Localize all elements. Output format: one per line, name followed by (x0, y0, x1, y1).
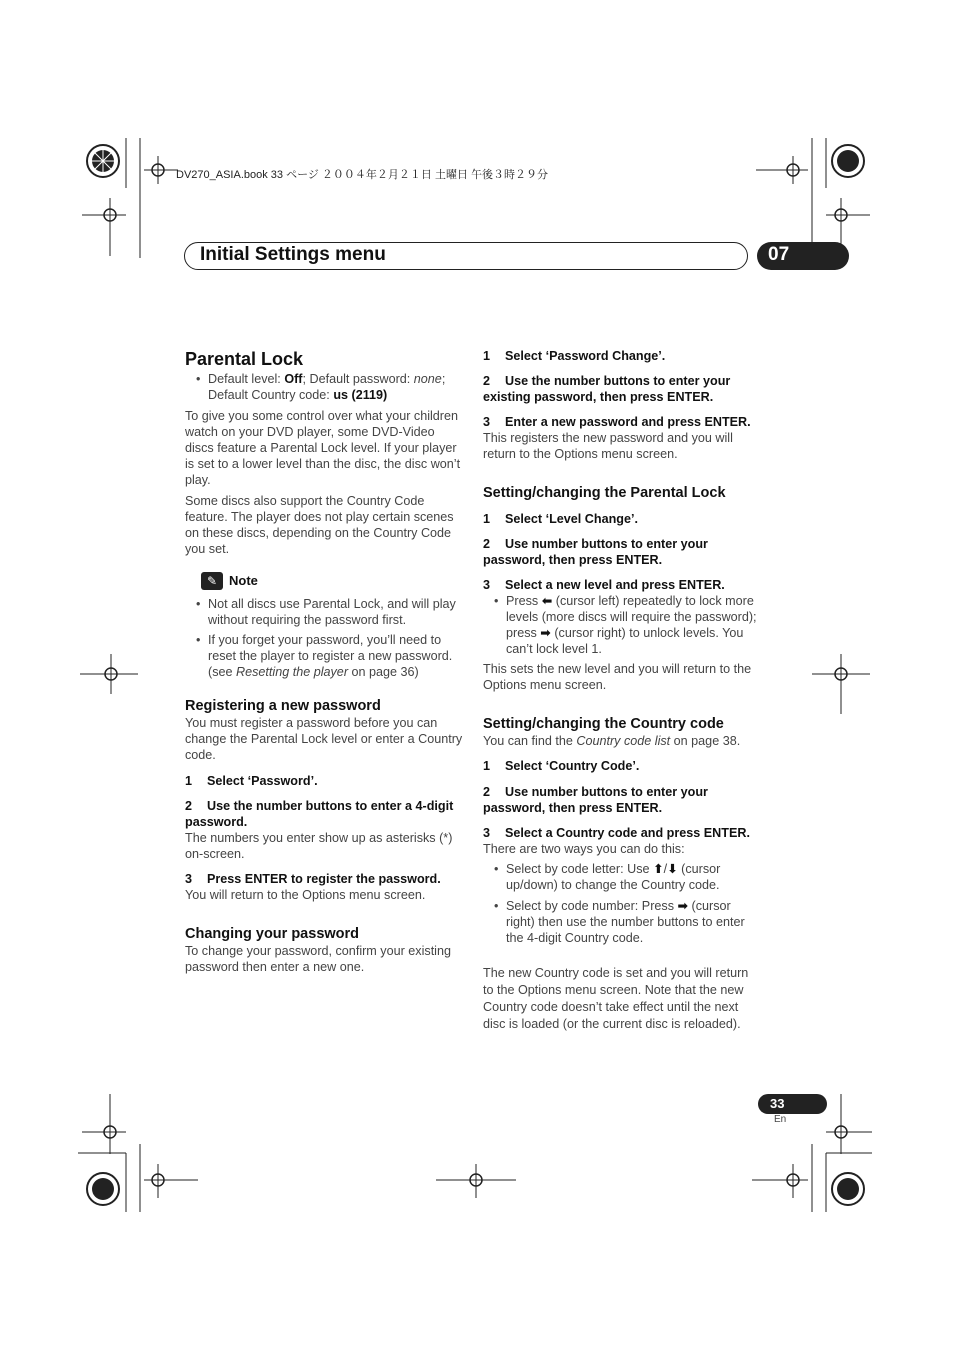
password-change-step-1 (483, 348, 761, 364)
page-number-pill (758, 1094, 827, 1114)
parental-lock-bullet (506, 593, 761, 657)
bullet-text: (cursor left) repeatedly to lock more levels (more discs will require the password); press (506, 594, 757, 640)
bullet-text: (cursor up/down) to change the Country code. (506, 862, 721, 892)
bullet-text: (cursor right) then use the number buttons to enter the 4-digit Country code. (506, 899, 745, 945)
step-number: 3 (483, 826, 491, 840)
default-country-code: us (2119) (333, 388, 388, 402)
parental-lock-bullets (483, 593, 761, 657)
intro-text: on page 38. (670, 734, 741, 748)
defaults-text: ; Default Country code: (208, 372, 446, 402)
defaults-list (185, 371, 463, 403)
defaults-text: ; Default password: (302, 372, 414, 386)
password-change-step-3-text: This registers the new password and you will return to the Options menu screen. (483, 431, 733, 461)
intro-paragraph-1: To give you some control over what your children watch on your DVD player, some DVD-Video discs feature a Parental Lock level. If your player is set to a lower level than the disc, the disc won’t play. (185, 409, 461, 487)
country-code-step-1 (483, 758, 761, 774)
country-code-step-2 (483, 784, 761, 816)
print-file-info: DV270_ASIA.book 33 ページ ２００４年２月２１日 土曜日 午後３時２９分 (176, 169, 549, 181)
arrow-right-icon: ➡ (540, 626, 551, 640)
change-password-text: To change your password, confirm your existing password then enter a new one. (185, 944, 451, 974)
step-text: Select ‘Country Code’. (505, 759, 640, 773)
step-number: 1 (483, 512, 491, 526)
step-text: Select a Country code and press ENTER. (505, 826, 750, 840)
country-code-bullet (506, 898, 761, 946)
language-code: En (774, 1114, 787, 1125)
step-number: 2 (185, 799, 193, 813)
step-number: 3 (483, 415, 491, 429)
step-text: Use number buttons to enter your password, then press ENTER. (483, 785, 708, 815)
arrow-down-icon: ⬇ (667, 862, 678, 876)
step-text: Use number buttons to enter your password, then press ENTER. (483, 537, 708, 567)
section-title: Parental Lock (185, 349, 304, 369)
bullet-text: Press (506, 594, 542, 608)
register-step-2 (185, 798, 463, 830)
step-number: 1 (483, 349, 491, 363)
parental-lock-heading: Setting/changing the Parental Lock (483, 485, 726, 501)
country-code-result-text: The new Country code is set and you will return to the Options menu screen. Note that the new Country code doesn’t take effect until the next disc is loaded (or the current disc is reloaded). (483, 966, 749, 1031)
country-code-bullet: • Select by code letter: Use ⬆/⬇ (cursor up/down) to change the Country code. (506, 861, 761, 893)
arrow-right-icon: ➡ (677, 899, 689, 913)
intro-text: You can find the (483, 734, 577, 748)
registration-mark-top-left (78, 138, 198, 258)
step-number: 3 (483, 578, 491, 592)
step-text: Select ‘Password Change’. (505, 349, 666, 363)
step-number: 3 (185, 872, 193, 886)
password-change-step-2 (483, 373, 761, 405)
step-text: Press ENTER to register the password. (207, 872, 441, 886)
note-reference: Resetting the player (236, 665, 349, 679)
note-label: Note (229, 573, 258, 588)
note-list (185, 596, 463, 680)
chapter-number: 07 (768, 244, 790, 265)
password-change-step-3 (483, 414, 761, 430)
note-heading (201, 572, 463, 590)
registration-mark-bottom-left (78, 1094, 202, 1212)
pencil-note-icon: ✎ (201, 572, 223, 590)
register-step-2-text: The numbers you enter show up as asterisks (*) on-screen. (185, 831, 453, 861)
step-text: Select a new level and press ENTER. (505, 578, 725, 592)
bullet-text: Select by code number: Press (506, 899, 678, 913)
step-text: Select ‘Password’. (207, 774, 318, 788)
registration-mark-mid-right (812, 654, 872, 714)
chapter-title: Initial Settings menu (200, 244, 386, 265)
step-text: Use the number buttons to enter your existing password, then press ENTER. (483, 374, 731, 404)
parental-lock-step-2 (483, 536, 761, 568)
register-step-3 (185, 871, 463, 887)
change-password-heading: Changing your password (185, 926, 360, 942)
country-code-list-reference: Country code list (576, 734, 671, 748)
country-code-intro (483, 733, 761, 749)
step-number: 1 (483, 759, 491, 773)
right-column (483, 348, 761, 1033)
parental-lock-step-1 (483, 511, 761, 527)
step-number: 2 (483, 785, 491, 799)
arrow-up-icon: ⬆ (653, 862, 664, 876)
registration-mark-top-right (756, 138, 876, 258)
step-text: Select ‘Level Change’. (505, 512, 638, 526)
registration-mark-bottom-center (436, 1164, 516, 1204)
parental-lock-result-text: This sets the new level and you will return to the Options menu screen. (483, 662, 752, 692)
arrow-left-icon: ⬅ (541, 594, 553, 608)
page-number: 33 (770, 1096, 785, 1111)
country-code-step-3-text: There are two ways you can do this: (483, 842, 685, 856)
country-code-step-3 (483, 825, 761, 841)
step-number: 2 (483, 374, 491, 388)
left-column (185, 348, 463, 975)
step-text: Use the number buttons to enter a 4-digit password. (185, 799, 454, 829)
default-level: Off (284, 372, 303, 386)
register-step-3-text: You will return to the Options menu screen. (185, 888, 426, 902)
defaults-text: Default level: (208, 372, 285, 386)
note-text: If you forget your password, you’ll need to reset the player to register a new password. (see (208, 633, 453, 679)
defaults-item (208, 371, 463, 403)
note-item (208, 632, 463, 680)
bullet-text: (cursor right) to unlock levels. You can’t lock level 1. (506, 626, 744, 656)
register-password-text: You must register a password before you can change the Parental Lock level or enter a Country code. (185, 716, 463, 762)
register-password-heading: Registering a new password (185, 698, 381, 714)
country-code-bullets (483, 861, 761, 946)
registration-mark-mid-left (80, 654, 140, 694)
parental-lock-step-3 (483, 577, 761, 593)
register-step-1 (185, 773, 463, 789)
note-text: on page 36) (348, 665, 419, 679)
country-code-heading: Setting/changing the Country code (483, 716, 724, 732)
step-number: 1 (185, 774, 193, 788)
step-text: Enter a new password and press ENTER. (505, 415, 751, 429)
intro-paragraph-2: Some discs also support the Country Code feature. The player does not play certain scenes on these discs, depending on the Country Code you set. (185, 494, 454, 556)
default-password: none (413, 372, 442, 386)
bullet-text: Select by code letter: Use (506, 862, 653, 876)
step-number: 2 (483, 537, 491, 551)
note-item: • Not all discs use Parental Lock, and will play without requiring the password first. (208, 596, 463, 628)
